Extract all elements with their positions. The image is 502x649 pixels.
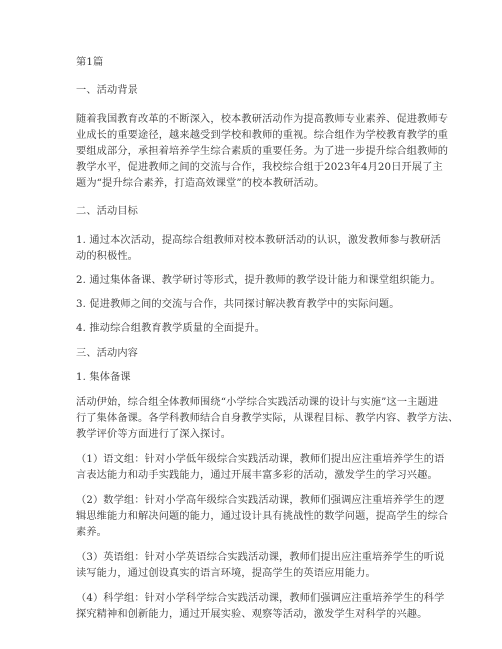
paragraph-line: （1）语文组：针对小学低年级综合实践活动课，教师们提出应注重培养学生的语	[76, 454, 445, 465]
paragraph-line: 教学水平，促进教师之间的交流与合作，我校综合组于2023年4月20日开展了主	[76, 162, 443, 173]
paragraph-line: （3）英语组：针对小学英语综合实践活动课，教师们提出应注重培养学生的听说	[76, 552, 445, 563]
paragraph-line: 题为“提升综合素养，打造高效课堂”的校本教研活动。	[76, 178, 325, 189]
paragraph-line: （4）科学组：针对小学科学综合实践活动课，教师们强调应注重培养学生的科学	[76, 593, 445, 604]
section-heading-content: 三、活动内容	[76, 348, 139, 359]
paragraph-line: 行了集体备课。各学科教师结合自身教学实际，从课程目标、教学内容、教学方法、	[76, 413, 459, 424]
paragraph-line: 辑思维能力和解决问题的能力，通过设计具有挑战性的数学问题，提高学生的综合	[76, 511, 449, 522]
paragraph-line: 随着我国教育改革的不断深入，校本教研活动作为提高教师专业素养、促进教师专	[76, 114, 449, 125]
section-heading-goals: 二、活动目标	[76, 206, 139, 217]
subsection-heading-collective-prep: 1. 集体备课	[76, 372, 131, 383]
paragraph-line: 教学评价等方面进行了深入探讨。	[76, 429, 232, 440]
paragraph-line: （2）数学组：针对小学高年级综合实践活动课，教师们强调应注重培养学生的逻	[76, 495, 445, 506]
paragraph-line: 活动伊始，综合组全体教师围绕“小学综合实践活动课的设计与实施”这一主题进	[76, 397, 439, 408]
paragraph-line: 动的积极性。	[76, 251, 139, 262]
goal-item-4: 4. 推动综合组教育教学质量的全面提升。	[76, 323, 266, 334]
paragraph-line: 业成长的重要途径，越来越受到学校和教师的重视。综合组作为学校教育教学的重	[76, 130, 449, 141]
goal-item-2: 2. 通过集体备课、教学研讨等形式，提升教师的教学设计能力和课堂组织能力。	[76, 275, 441, 286]
page-label: 第1篇	[76, 57, 104, 68]
paragraph-line: 探究精神和创新能力，通过开展实验、观察等活动，激发学生对科学的兴趣。	[76, 609, 428, 620]
paragraph-line: 读写能力，通过创设真实的语言环境，提高学生的英语应用能力。	[76, 568, 376, 579]
section-heading-background: 一、活动背景	[76, 85, 139, 96]
paragraph-line: 言表达能力和动手实践能力，通过开展丰富多彩的活动，激发学生的学习兴趣。	[76, 470, 438, 481]
paragraph-line: 素养。	[76, 527, 108, 538]
paragraph-line: 要组成部分，承担着培养学生综合素质的重要任务。为了进一步提升综合组教师的	[76, 146, 449, 157]
goal-item-3: 3. 促进教师之间的交流与合作，共同探讨解决教育教学中的实际问题。	[76, 299, 400, 310]
paragraph-line: 1. 通过本次活动，提高综合组教师对校本教研活动的认识，激发教师参与教研活	[76, 235, 441, 246]
